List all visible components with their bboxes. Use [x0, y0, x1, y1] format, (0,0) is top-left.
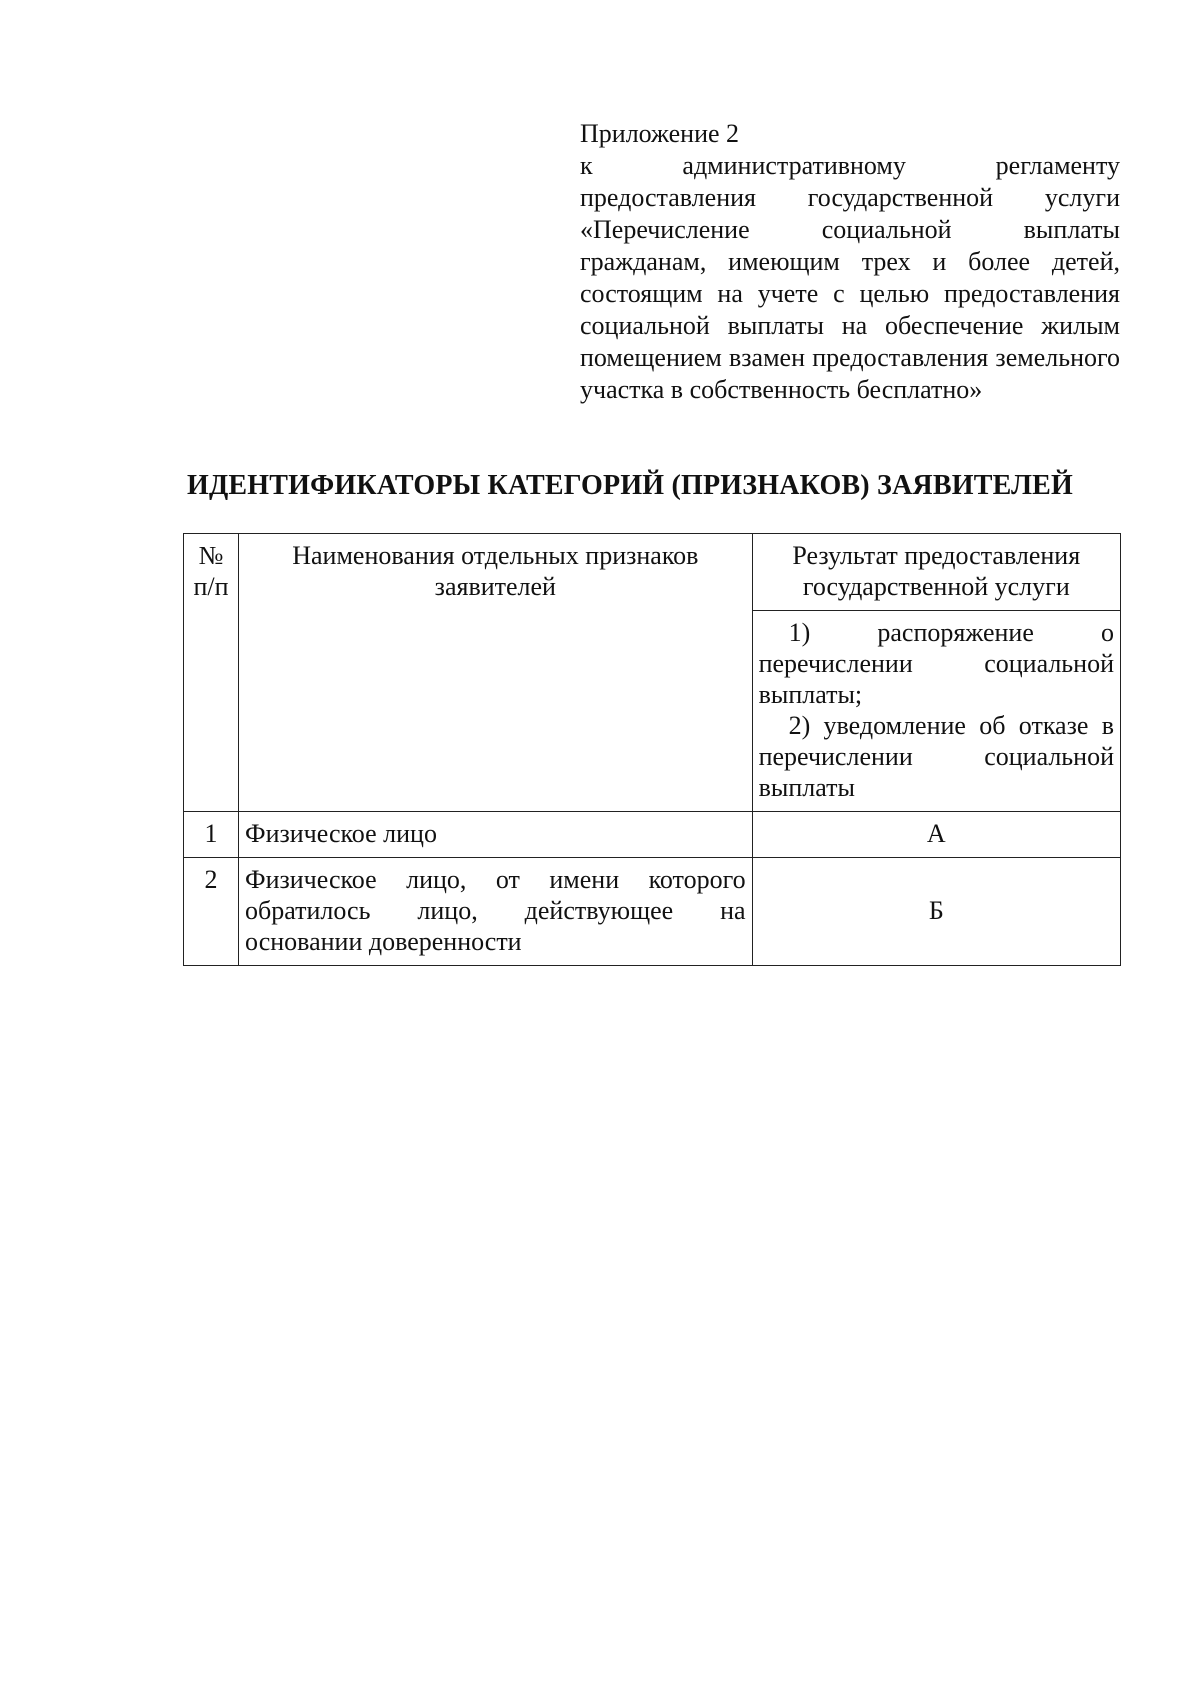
header-result-label: Результат предоставления государственной услуги: [792, 541, 1081, 601]
result-option-1: 1) распоряжение о перечислении социальной выплаты;: [758, 618, 1114, 709]
header-num-label: № п/п: [193, 541, 229, 601]
table-header-row: [184, 534, 1121, 611]
header-result: [752, 534, 1120, 611]
row-num: 2: [184, 858, 239, 966]
header-name-label: Наименования отдельных признаков заявителей: [292, 541, 699, 601]
document-title: ИДЕНТИФИКАТОРЫ КАТЕГОРИЙ (ПРИЗНАКОВ) ЗАЯВИТЕЛЕЙ: [186, 470, 1074, 501]
result-options-cell: [752, 611, 1120, 812]
table-row: [184, 812, 1121, 858]
appendix-header: [580, 118, 1120, 406]
identifiers-table: [183, 533, 1121, 966]
row-code: А: [752, 812, 1120, 858]
row-num: 1: [184, 812, 239, 858]
row-name: Физическое лицо: [239, 812, 753, 858]
table-row: [184, 858, 1121, 966]
header-name: [239, 534, 753, 812]
result-option-2: 2) уведомление об отказе в перечислении социальной выплаты: [758, 711, 1114, 802]
appendix-label: Приложение 2: [580, 119, 740, 148]
row-name: Физическое лицо, от имени которого обратилось лицо, действующее на основании доверенности: [239, 858, 753, 966]
header-num: [184, 534, 239, 812]
row-code: Б: [752, 858, 1120, 966]
appendix-text: к административному регламенту предоставления государственной услуги «Перечисление социальной выплаты гражданам, имеющим трех и более детей, состоящим на учете с целью предоставления социальной выплаты на обеспечение жилым помещением взамен предоставления земельного участка в собственность бесплатно»: [580, 151, 1120, 404]
